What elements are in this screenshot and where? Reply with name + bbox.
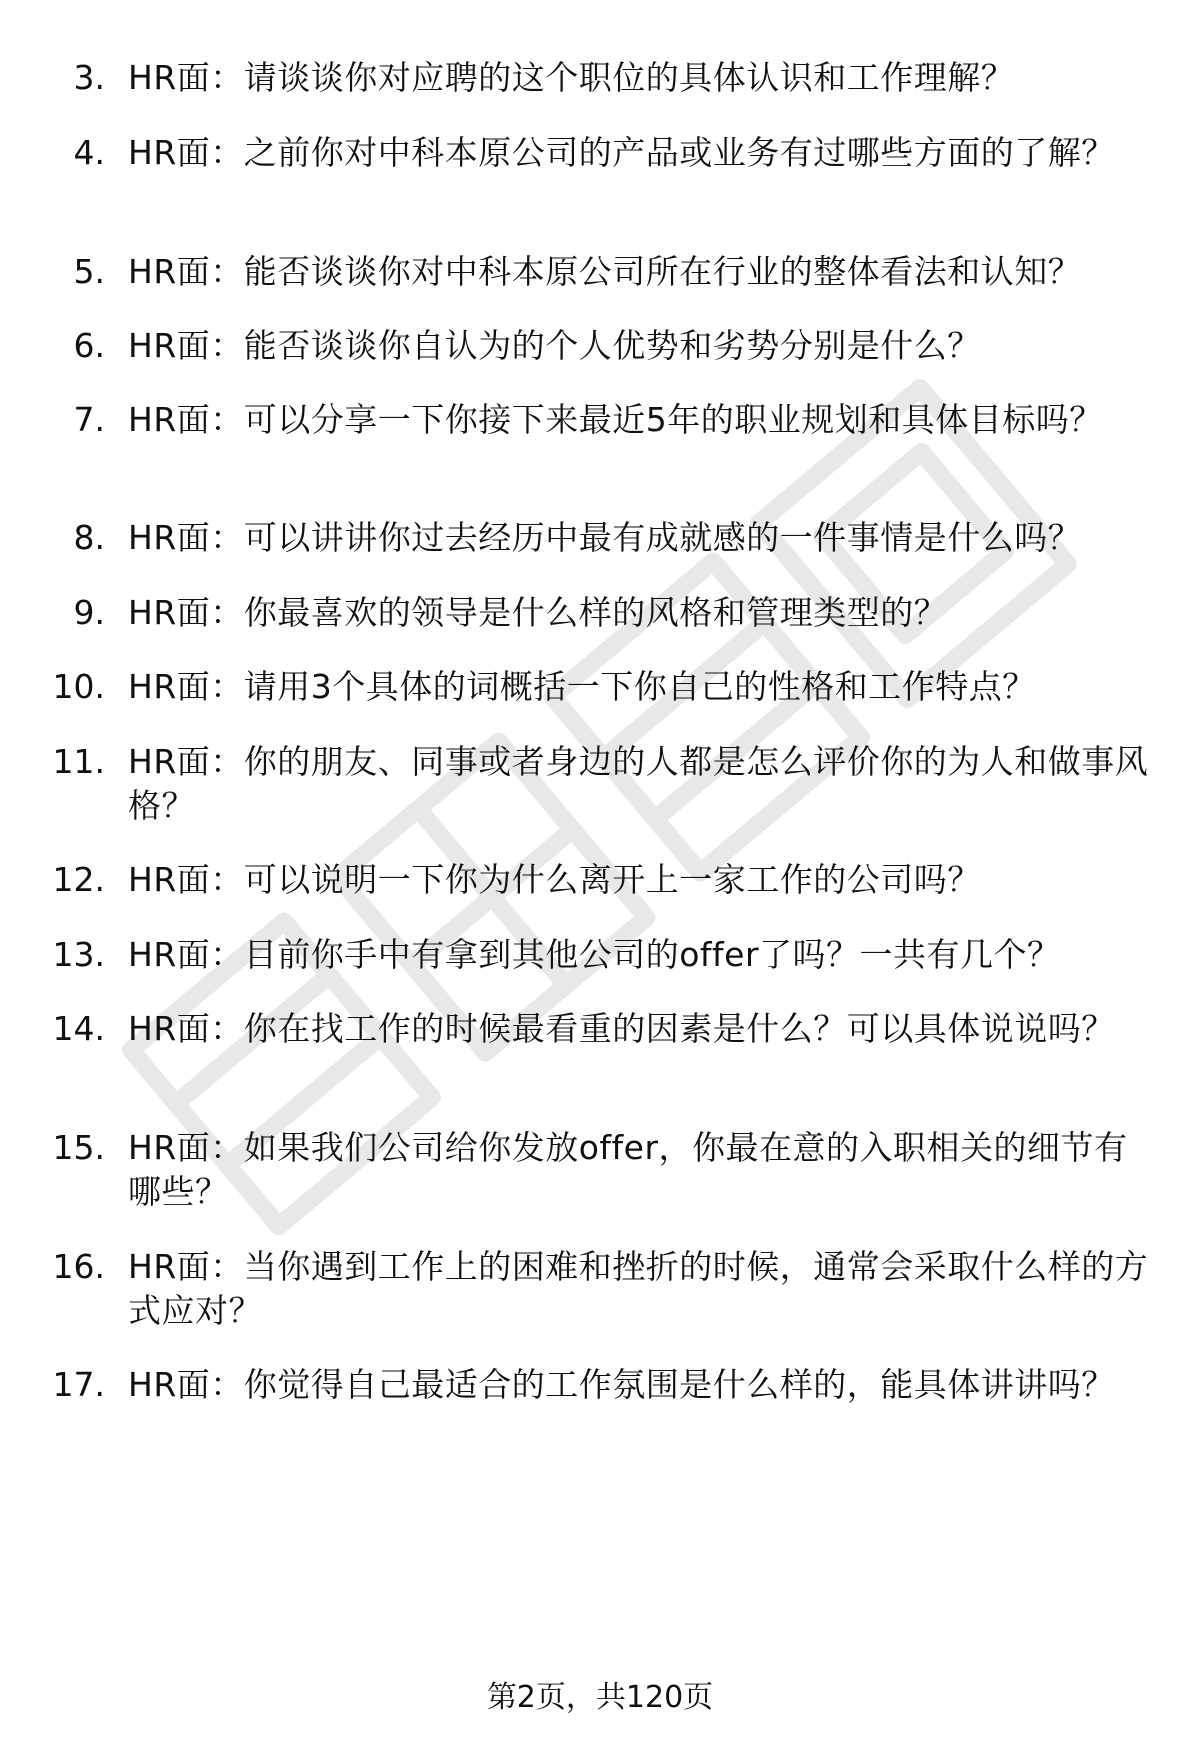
item-number: 5.: [73, 252, 105, 291]
item-text: HR面：如果我们公司给你发放offer，你最在意的入职相关的细节有哪些？: [128, 1128, 1128, 1211]
item-number: 16.: [52, 1247, 105, 1286]
item-text: HR面：目前你手中有拿到其他公司的offer了吗？一共有几个？: [128, 935, 1061, 974]
item-number: 9.: [73, 593, 105, 632]
item-text: HR面：能否谈谈你对中科本原公司所在行业的整体看法和认知？: [128, 252, 1082, 291]
item-number: 12.: [52, 860, 105, 899]
item-number: 11.: [52, 742, 105, 781]
item-number: 15.: [52, 1128, 105, 1167]
item-text: HR面：你最喜欢的领导是什么样的风格和管理类型的？: [128, 593, 948, 632]
item-number: 6.: [73, 326, 105, 365]
item-text: HR面：请用3个具体的词概括一下你自己的性格和工作特点？: [128, 667, 1036, 706]
item-number: 10.: [52, 667, 105, 706]
item-text: HR面：当你遇到工作上的困难和挫折的时候，通常会采取什么样的方式应对？: [128, 1247, 1149, 1330]
item-text: HR面：可以讲讲你过去经历中最有成就感的一件事情是什么吗？: [128, 518, 1082, 557]
item-text: HR面：能否谈谈你自认为的个人优势和劣势分别是什么？: [128, 326, 981, 365]
item-text: HR面：之前你对中科本原公司的产品或业务有过哪些方面的了解？: [128, 133, 1115, 172]
item-text: HR面：可以说明一下你为什么离开上一家工作的公司吗？: [128, 860, 981, 899]
item-number: 8.: [73, 518, 105, 557]
item-text: HR面：请谈谈你对应聘的这个职位的具体认识和工作理解？: [128, 58, 1015, 97]
item-text: HR面：你觉得自己最适合的工作氛围是什么样的，能具体讲讲吗？: [128, 1365, 1115, 1404]
item-number: 14.: [52, 1009, 105, 1048]
item-number: 17.: [52, 1365, 105, 1404]
item-number: 7.: [73, 400, 105, 439]
item-number: 13.: [52, 935, 105, 974]
page-footer: 第2页，共120页: [486, 1680, 714, 1715]
item-number: 3.: [73, 58, 105, 97]
item-text: HR面：可以分享一下你接下来最近5年的职业规划和具体目标吗？: [128, 400, 1103, 439]
item-number: 4.: [73, 133, 105, 172]
item-text: HR面：你的朋友、同事或者身边的人都是怎么评价你的为人和做事风格？: [128, 742, 1149, 825]
item-text: HR面：你在找工作的时候最看重的因素是什么？可以具体说说吗？: [128, 1009, 1115, 1048]
